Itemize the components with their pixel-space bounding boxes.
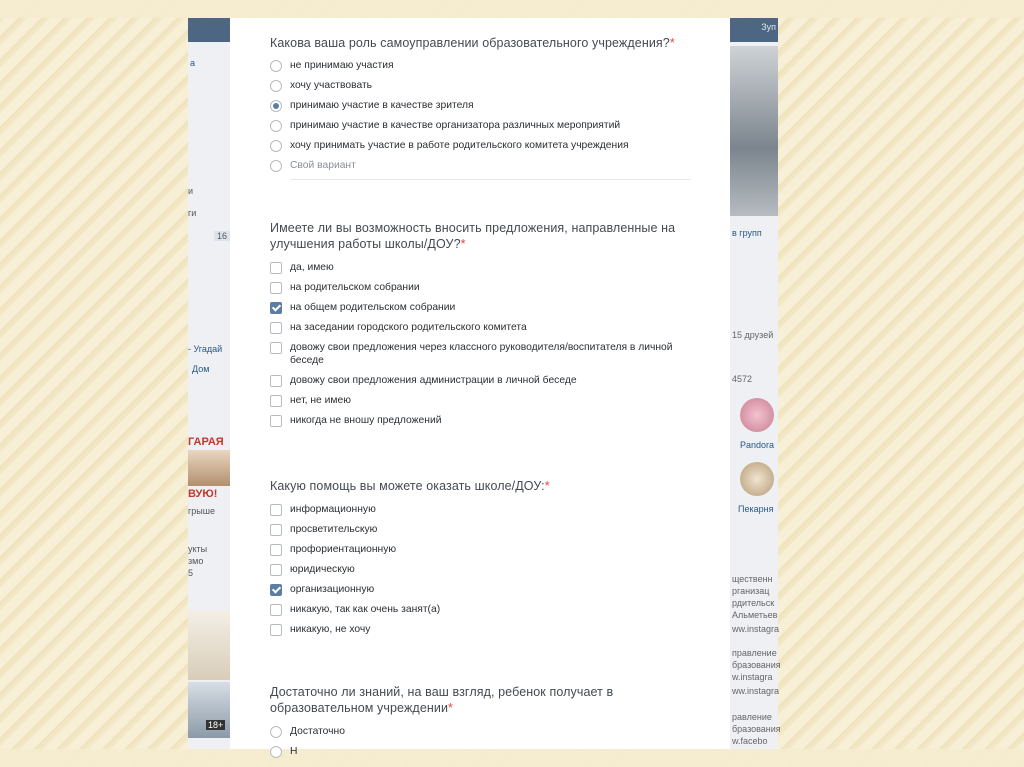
option-label: на заседании городского родительского комитета [290,322,527,333]
bg-text: щественн [732,574,773,584]
checkbox-option[interactable] [270,394,690,407]
checkbox-option[interactable] [270,261,690,274]
option-label: нет, не имею [290,395,351,406]
checkbox[interactable] [270,624,282,636]
option-label: да, имею [290,262,334,273]
checkbox[interactable] [270,322,282,334]
bg-text: Pandora [740,440,775,450]
bg-text: - Угадай [188,344,223,354]
bg-age-badge: 18+ [208,720,224,730]
checkbox[interactable] [270,415,282,427]
option-label: не принимаю участия [290,60,394,71]
bg-text: грыше [188,506,215,516]
bg-text: Дом [192,364,210,374]
bg-text: Альметьев [732,610,778,620]
other-option-input[interactable]: Свой вариант [290,160,356,171]
bg-text: w.facebo [732,736,768,746]
bg-text: правление [732,648,777,658]
bg-text: рганизац [732,586,770,596]
checkbox[interactable] [270,524,282,536]
checkbox[interactable] [270,544,282,556]
radio-button-selected[interactable] [270,100,282,112]
question-text: Какую помощь вы можете оказать школе/ДОУ: [270,479,545,493]
bg-text: Пекарня [738,504,774,514]
checkbox[interactable] [270,395,282,407]
radio-button[interactable] [270,60,282,72]
radio-button[interactable] [270,160,282,172]
radio-button[interactable] [270,140,282,152]
bg-ad-image [188,450,230,486]
checkbox-option[interactable] [270,281,690,294]
option-label: никогда не вношу предложений [290,415,442,426]
background-page-right [730,18,781,749]
background-page-left [188,18,230,749]
bg-text: 15 друзей [732,330,774,340]
checkbox-option[interactable] [270,583,690,596]
option-label: Н [290,746,298,757]
option-label: принимаю участие в качестве зрителя [290,100,474,111]
bg-ad-image [188,610,230,680]
bg-text: 5 [188,568,194,578]
checkbox-option[interactable] [270,503,690,516]
option-label: хочу участвовать [290,80,373,91]
question-3 [270,478,690,636]
bg-avatar [740,462,774,496]
radio-option[interactable] [270,139,690,152]
required-mark: * [669,36,675,50]
bg-text: рдительск [732,598,775,608]
option-label: просветительскую [290,524,378,535]
option-label: профориентационную [290,544,397,555]
checkbox-checked[interactable] [270,302,282,314]
checkbox-option[interactable] [270,543,690,556]
bg-text: а [190,58,196,68]
bg-text: ги [188,208,197,218]
checkbox-checked[interactable] [270,584,282,596]
radio-button[interactable] [270,726,282,738]
radio-button[interactable] [270,120,282,132]
bg-text: Зуп [761,22,776,32]
option-label: информационную [290,504,376,515]
bg-text: равление [732,712,772,722]
other-input-underline [290,179,690,180]
bg-text: змо [188,556,204,566]
option-label: никакую, так как очень занят(а) [290,604,441,615]
bg-text: ww.instagra [732,624,780,634]
radio-option[interactable] [270,99,690,112]
option-label: хочу принимать участие в работе родительского комитета учреждения [290,140,629,151]
question-1 [270,35,690,180]
question-4 [270,684,690,758]
option-label: никакую, не хочу [290,624,371,635]
question-title [270,35,690,51]
checkbox-option[interactable] [270,341,690,367]
bg-ad-text: ВУЮ! [188,488,218,500]
bg-text: w.instagra [732,672,773,682]
bg-text: бразования [732,724,781,734]
checkbox[interactable] [270,504,282,516]
radio-button[interactable] [270,80,282,92]
checkbox-option[interactable] [270,301,690,314]
required-mark: * [448,701,454,715]
bg-photo [730,46,778,216]
bg-avatar [740,398,774,432]
background-top-bar [188,18,230,42]
question-title [270,220,690,252]
survey-form [230,18,730,757]
radio-button[interactable] [270,746,282,758]
radio-option[interactable] [270,725,690,738]
checkbox[interactable] [270,262,282,274]
checkbox-option[interactable] [270,623,690,636]
radio-option[interactable] [270,59,690,72]
bg-text: и [188,186,194,196]
option-label: довожу свои предложения через классного руководителя/воспитателя в личной беседе [290,342,673,366]
checkbox-option[interactable] [270,523,690,536]
question-text: Достаточно ли знаний, на ваш взгляд, ребенок получает в образовательном учреждении [270,685,614,715]
bg-text: ww.instagra [732,686,780,696]
bg-text: укты [188,544,208,554]
question-2 [270,220,690,427]
background-top-bar [730,18,778,42]
option-label: на родительском собрании [290,282,420,293]
option-label: на общем родительском собрании [290,302,456,313]
question-text: Какова ваша роль самоуправлении образовательного учреждения? [270,36,670,50]
option-label: Достаточно [290,726,345,737]
option-label: принимаю участие в качестве организатора различных мероприятий [290,120,621,131]
radio-option[interactable] [270,745,690,758]
checkbox-option[interactable] [270,603,690,616]
option-label: довожу свои предложения администрации в личной беседе [290,375,577,386]
checkbox[interactable] [270,282,282,294]
required-mark: * [460,237,466,251]
radio-option[interactable] [270,119,690,132]
checkbox-option[interactable] [270,414,690,427]
required-mark: * [544,479,550,493]
question-text: Имеете ли вы возможность вносить предложения, направленные на улучшения работы школы/ДОУ? [270,221,676,251]
bg-text: 4572 [732,374,753,384]
checkbox-option[interactable] [270,563,690,576]
option-label: организационную [290,584,375,595]
bg-counter: 16 [214,231,230,241]
radio-option[interactable] [270,79,690,92]
radio-option-other[interactable] [270,159,690,172]
question-title [270,478,690,494]
bg-text: бразования [732,660,781,670]
checkbox[interactable] [270,375,282,387]
checkbox-option[interactable] [270,321,690,334]
bg-text: в групп [732,228,762,238]
slide-top-band [0,0,1024,18]
checkbox[interactable] [270,342,282,354]
checkbox[interactable] [270,604,282,616]
option-label: юридическую [290,564,355,575]
checkbox[interactable] [270,564,282,576]
bg-ad-text: ГАРАЯ [188,436,224,448]
question-title [270,684,690,716]
checkbox-option[interactable] [270,374,690,387]
